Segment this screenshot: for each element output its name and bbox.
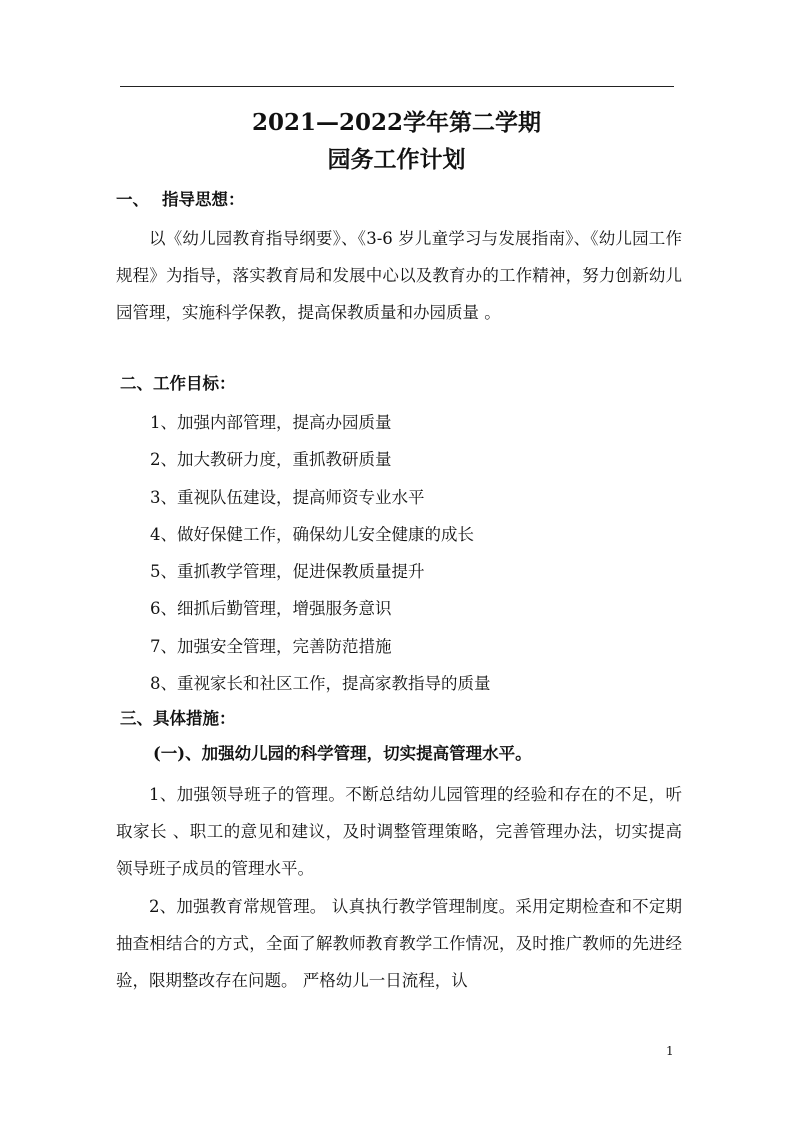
section-3-heading: 三、具体措施： <box>120 709 236 728</box>
education-routine-paragraph: 2、加强教育常规管理。 认真执行教学管理制度。采用定期检查和不定期抽查相结合的方式，全面了解教师教育教学工作情况，及时推广教师的先进经验，限期整改存在问题。 严格幼儿一日流程，认 <box>116 897 682 990</box>
goal-item: 2、加大教研力度，重抓教研质量 <box>150 450 392 470</box>
section-1-heading <box>116 188 245 212</box>
goal-item: 4、做好保健工作，确保幼儿安全健康的成长 <box>150 524 474 544</box>
goal-item: 8、重视家长和社区工作，提高家教指导的质量 <box>150 674 491 694</box>
goal-item: 5、重抓教学管理，促进保教质量提升 <box>150 562 425 582</box>
header-rule <box>120 86 674 87</box>
goal-item: 1、加强内部管理，提高办园质量 <box>150 413 392 432</box>
measure-1-subheading: (一)、加强幼儿园的科学管理，切实提高管理水平。 <box>153 744 532 763</box>
page-number: 1 <box>666 1044 674 1058</box>
section-1-number: 一、 <box>116 190 149 209</box>
leadership-paragraph: 1、加强领导班子的管理。不断总结幼儿园管理的经验和存在的不足，听取家长 、职工的意见和建议，及时调整管理策略，完善管理办法，切实提高领导班子成员的管理水平。 <box>116 785 682 878</box>
goal-item: 6、细抓后勤管理，增强服务意识 <box>150 599 392 619</box>
section-1-title: 指导思想： <box>162 190 245 209</box>
goals-list <box>150 404 491 702</box>
goal-item: 3、重视队伍建设，提高师资专业水平 <box>150 487 425 507</box>
document-subtitle: 园务工作计划 <box>327 146 466 173</box>
section-2-heading: 二、工作目标： <box>120 374 236 393</box>
guiding-ideology-paragraph: 以《幼儿园教育指导纲要》、《3-6 岁儿童学习与发展指南》、《幼儿园工作规程》为指导，落实教育局和发展中心以及教育办的工作精神，努力创新幼儿园管理，实施科学保教，提高保教质量和办园质量 。 <box>116 229 682 322</box>
document-title: 2021—2022学年第二学期 <box>251 109 542 136</box>
goal-item: 7、加强安全管理，完善防范措施 <box>150 636 392 656</box>
